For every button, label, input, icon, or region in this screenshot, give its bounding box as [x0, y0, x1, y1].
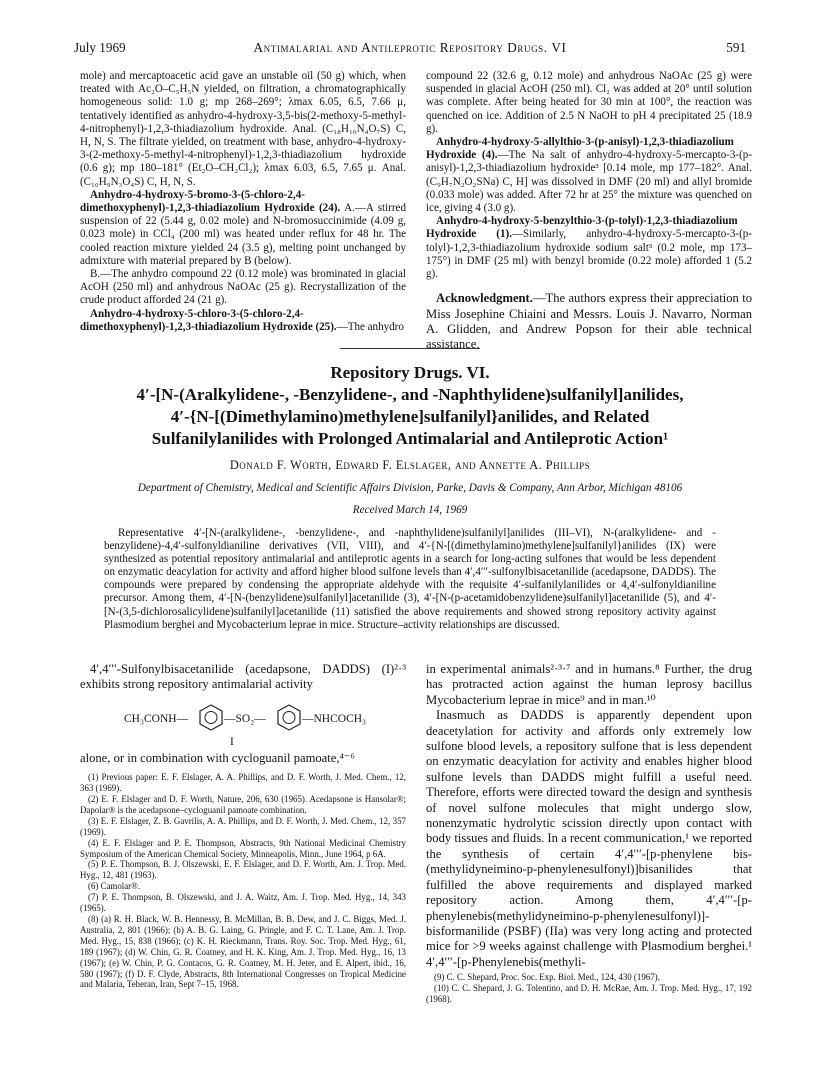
- title-line-1: Repository Drugs. VI.: [330, 363, 490, 382]
- acknowledgment: Acknowledgment.—The authors express their appreciation to Miss Josephine Chiaini and Messrs. Louis J. Navarro, Norman A. Glidden, and Andrew Popson for their able technical assistance.: [426, 291, 752, 352]
- header-date: July 1969: [74, 40, 126, 55]
- affiliation: Department of Chemistry, Medical and Scientific Affairs Division, Parke, Davis & Company, Ann Arbor, Michigan 48106: [137, 482, 683, 494]
- acknowledgment-heading: Acknowledgment.: [436, 291, 533, 306]
- footnote: (10) C. C. Shepard, J. G. Tolentino, and D. H. McRae, Am. J. Trop. Med. Hyg., 17, 192 (1968).: [426, 983, 752, 1004]
- footnote: (5) P. E. Thompson, B. J. Olszewski, E. F. Elslager, and D. F. Worth, Am. J. Trop. Med. Hyg., 12, 481 (1963).: [80, 859, 406, 881]
- compound-1-paragraph: Anhydro-4-hydroxy-5-benzylthio-3-(p-tolyl)-1,2,3-thiadiazolium Hydroxide (1).—Similarly, anhydro-4-hydroxy-5-mercapto-3-(p-tolyl)-1,2,3-thiadiazolium hydroxide sodium salt³ (0.2 mole, mp 173–175°) in DMF (25 ml) with benzyl bromide (0.22 mole) afforded 1 (5.2 g).: [426, 215, 752, 281]
- section-divider: [340, 348, 480, 349]
- title-line-4: Sulfanilylanilides with Prolonged Antimalarial and Antileprotic Action¹: [151, 429, 669, 448]
- footnote: (1) Previous paper: E. F. Elslager, A. A. Phillips, and D. F. Worth, J. Med. Chem., 12, 363 (1969).: [80, 772, 406, 794]
- body-paragraph: Inasmuch as DADDS is apparently dependent upon deacetylation for activity and affords only extremely low sulfone blood levels, a repository sulfone that is less dependent on enzymatic deacylation for activity and enables higher blood sulfone levels than DADDS might fulfill a useful need. Therefore, efforts were directed toward the design and synthesis of novel sulfone molecules that might undergo slow, nonenzymatic hydrolytic scission directly upon contact with body tissues and fluids. In a recent communication,¹ we reported the synthesis of certain 4′,4′′′-[p-phenylene bis-(methylidyneimino-p-phenylenesulfonyl)]bisanilides that fulfilled the above requirements and displayed marked repository action. Among them, 4′,4′′′-[p-phenylenebis(methylidyneimino-p-phenylenesulfonyl)]-bisformanilide (PSBF) (IIa) was very long acting and protected mice for >9 weeks against challenge with Plasmodium berghei.¹ 4′,4′′′-[p-Phenylenebis(methyli-: [426, 708, 752, 969]
- article-title: [74, 362, 746, 450]
- compound-24-paragraph: Anhydro-4-hydroxy-5-bromo-3-(5-chloro-2,4-dimethoxyphenyl)-1,2,3-thiadiazolium Hydroxide (24). A.—A stirred suspension of 22 (5.44 g, 0.02 mole) and N-bromosuccinimide (4.09 g, 0.023 mole) in CCl₄ (200 ml) was heated under reflux for 48 hr. The cooled reaction mixture yielded 24 (3.5 g), melting point unchanged by admixture with material prepared by B (below).: [80, 188, 406, 267]
- footnote: (3) E. F. Elslager, Z. B. Gavrilis, A. A. Phillips, and D. F. Worth, J. Med. Chem., 12, 357 (1969).: [80, 815, 406, 837]
- intro-paragraph: 4′,4′′′-Sulfonylbisacetanilide (acedapsone, DADDS) (I)²·³ exhibits strong repository antimalarial activity: [80, 662, 406, 692]
- footnote: (4) E. F. Elslager and P. E. Thompson, Abstracts, 9th National Medicinal Chemistry Symposium of the American Chemical Society, Minneapolis, Minn., June 1964, p 6A.: [80, 837, 406, 859]
- compound-24-method-b: B.—The anhydro compound 22 (0.12 mole) was brominated in glacial AcOH (250 ml) and anhydrous NaOAc (25 g). Recrystallization of the crude product afforded 24 (21 g).: [80, 268, 406, 307]
- page-number: 591: [726, 40, 746, 55]
- compound-24-heading: Anhydro-4-hydroxy-5-bromo-3-(5-chloro-2,4-dimethoxyphenyl)-1,2,3-thiadiazolium Hydroxide (24).: [80, 188, 341, 215]
- running-header: [74, 40, 746, 60]
- authors: Donald F. Worth, Edward F. Elslager, and Annette A. Phillips: [229, 458, 591, 472]
- footnotes-right: [426, 972, 752, 1005]
- structure-right-group: —NHCOCH₃: [302, 712, 367, 725]
- body-paragraph: in experimental animals²·³·⁷ and in humans.⁸ Further, the drug has protracted action against the human leprosy bacillus Mycobacterium leprae in mice⁹ and in man.¹⁰: [426, 662, 752, 707]
- title-line-2: 4′-[N-(Aralkylidene-, -Benzylidene-, and -Naphthylidene)sulfanilyl]anilides,: [136, 385, 684, 404]
- header-title: Antimalarial and Antileprotic Repository Drugs. VI: [253, 40, 567, 55]
- compound-1-heading: Anhydro-4-hydroxy-5-benzylthio-3-(p-tolyl)-1,2,3-thiadiazolium Hydroxide (1).: [426, 215, 738, 241]
- compound-4-paragraph: Anhydro-4-hydroxy-5-allylthio-3-(p-anisyl)-1,2,3-thiadiazolium Hydroxide (4).—The Na salt of anhydro-4-hydroxy-5-mercapto-3-(p-anisyl)-1,2,3-thiadiazolium hydroxide³ [0.14 mole, mp 177–182°. Anal. (C₉H₇N₂O₂SNa) C, H] was dissolved in DMF (20 ml) and allyl bromide (0.033 mole) was added. After 72 hr at 25° the mixture was quenched on ice, giving 4 (3.0 g).: [426, 136, 752, 215]
- body-right-column: [426, 662, 752, 1005]
- structure-label: I: [230, 735, 234, 748]
- footnote: (2) E. F. Elslager and D. F. Worth, Nature, 206, 630 (1965). Acedapsone is Hansolar®; Dapolar® is the acedapsone–cycloguanil pamoate combination.: [80, 794, 406, 815]
- experimental-paragraph: mole) and mercaptoacetic acid gave an unstable oil (50 g) which, when treated with Ac₂O–C₅H₅N yielded, on filtration, a chromatographically homogeneous solid: 1.0 g; mp 268–269°; λmax 6.05, 6.5, 7.66 μ, tentatively identified as anhydro-4-hydroxy-3,5-bis(2-methoxy-5-methyl-4-nitrophenyl)-1,2,3-thiadiazolium hydroxide. Anal. (C₁₈H₁₆N₄O₇S) C, H, N, S. The filtrate yielded, on treatment with base, anhydro-4-hydroxy-3-(2-methoxy-5-methyl-4-nitrophenyl)-1,2,3-thiadiazolium hydroxide (0.6 g); mp 180–181° (Et₂O–CH₂Cl₂); λmax 6.03, 6.5, 7.65 μ. Anal. (C₁₀H₉N₃O₄S) C, H, N, S.: [80, 70, 406, 188]
- received-date: Received March 14, 1969: [352, 504, 468, 516]
- body-left-column: [80, 662, 406, 990]
- footnote: (8) (a) R. H. Black, W. B. Hennessy, B. McMillan, B. B. Dew, and J. C. Biggs, Med. J. Australia, 2, 801 (1966); (b) A. B. G. Laing, G. Pringle, and F. C. T. Lane, Am. J. Trop. Med. Hyg., 15, 838 (1966); (c) K. H. Rieckmann, Trans. Roy. Soc. Trop. Med. Hyg., 61, 189 (1967); (d) W. Chin, G. R. Coatney, and H. K. King, Am. J. Trop. Med. Hyg., 16, 13 (1967); (e) W. Chin, P. G. Contacos, G. R. Coatney, M. H. Jeter, and E. Alpert, ibid., 16, 580 (1967); (f) D. F. Clyde, Abstracts, 8th International Congresses on Tropical Medicine and Malaria, Teheran, Iran, Sept 7–15, 1968.: [80, 914, 406, 990]
- title-line-3: 4′-{N-[(Dimethylamino)methylene]sulfanilyl}anilides, and Related: [170, 407, 650, 426]
- structure-left-group: CH₃CONH—: [124, 712, 189, 725]
- footnote: (7) P. E. Thompson, B. Olszewski, and J. A. Waitz, Am. J. Trop. Med. Hyg., 14, 343 (1965).: [80, 892, 406, 914]
- structure-middle-group: —SO₂—: [224, 712, 266, 725]
- experimental-right-column: [426, 70, 752, 353]
- footnotes-left: [80, 772, 406, 990]
- chemical-structure-I: [80, 699, 406, 747]
- compound-25-continued: compound 22 (32.6 g, 0.12 mole) and anhydrous NaOAc (25 g) were suspended in glacial AcOH (250 ml). Cl₂ was added at 20° until solution was complete. After being heated for 30 min at 100°, the reaction was quenched on ice. Addition of 2.5 N NaOH to pH 4 precipitated 25 (18.9 g).: [426, 70, 752, 135]
- abstract: Representative 4′-[N-(aralkylidene-, -benzylidene-, and -naphthylidene)sulfanilyl]anilides (III–VI), N-(aralkylidene- and -benzylidene)-4,4′-sulfonyldianiline derivatives (VII, VIII), and 4′-{N-[(dimethylamino)methylene]sulfanilyl}anilides (IX) were synthesized as potential repository antimalarial and antileprotic agents in a search for long-acting sulfones that would be less dependent on enzymatic deacylation for activity and afford higher blood sulfone levels than 4′,4′′′-sulfonylbisacetanilide (acedapsone, DADDS). The compounds were prepared by condensing the appropriate aldehyde with the requisite 4′-sulfanilylanilides or 4,4′-sulfonyldianiline precursor. Among them, 4′-[N-(benzylidene)sulfanilyl]acetanilide (3), 4′-[N-(p-acetamidobenzylidene)sulfanilyl]acetanilide (5), and 4′-[N-(3,5-dichlorosalicylidene)sulfanilyl]acetanilide (11) satisfied the above requirements and showed strong repository activity against Plasmodium berghei and Mycobacterium leprae in mice. Structure–activity relationships are discussed.: [104, 527, 716, 631]
- footnote: (6) Camolar®.: [88, 881, 141, 892]
- compound-25-paragraph: Anhydro-4-hydroxy-5-chloro-3-(5-chloro-2,4-dimethoxyphenyl)-1,2,3-thiadiazolium Hydroxide (25).—The anhydro: [80, 307, 404, 333]
- experimental-left-column: [80, 70, 406, 334]
- compound-4-heading: Anhydro-4-hydroxy-5-allylthio-3-(p-anisyl)-1,2,3-thiadiazolium Hydroxide (4).: [426, 136, 734, 162]
- compound-25-heading: Anhydro-4-hydroxy-5-chloro-3-(5-chloro-2,4-dimethoxyphenyl)-1,2,3-thiadiazolium Hydroxide (25).: [80, 307, 337, 333]
- footnote: (9) C. C. Shepard, Proc. Soc. Exp. Biol. Med., 124, 430 (1967).: [434, 972, 660, 983]
- body-paragraph: alone, or in combination with cycloguanil pamoate,⁴⁻⁶: [80, 750, 355, 765]
